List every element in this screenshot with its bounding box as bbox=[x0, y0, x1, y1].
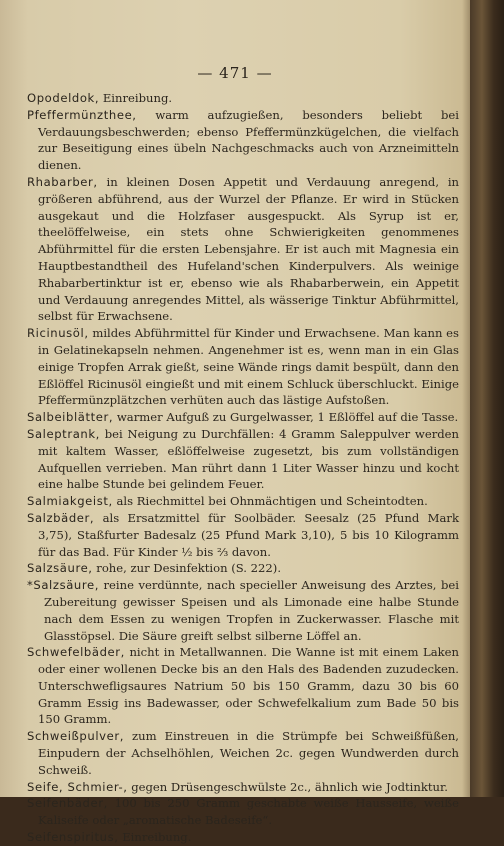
entry-text: 100 bis 250 Gramm geschabte weiße Hausseife, weiße Kaliseife oder „aromatische Badeseife“. bbox=[38, 796, 459, 828]
entry bbox=[27, 107, 459, 174]
entry-text: zum Einstreuen in die Strümpfe bei Schweißfüßen, Einpudern der Achselhöhlen, Weichen 2c. gegen Wundwerden durch Schweiß. bbox=[38, 729, 459, 777]
entry-headword: Schweißpulver, bbox=[27, 729, 124, 744]
entry bbox=[27, 493, 459, 510]
entry-headword: Seifenbäder, bbox=[27, 796, 108, 811]
entry-text: rohe, zur Desinfektion (S. 222). bbox=[92, 561, 282, 576]
entry bbox=[27, 644, 459, 728]
entry-headword: Salzsäure, bbox=[27, 561, 93, 576]
page-body bbox=[27, 90, 459, 846]
entry bbox=[27, 560, 459, 577]
entry bbox=[27, 510, 459, 560]
entry bbox=[27, 829, 459, 846]
entry bbox=[27, 409, 459, 426]
entry bbox=[27, 728, 459, 778]
entry-text: mildes Abführmittel für Kinder und Erwachsene. Man kann es in Gelatinekapseln nehmen. Angenehmer ist es, wenn man in ein Glas einige Tropfen Arrak gießt, seine Wände rings damit bespült, dann den Eßlöffel Ricinusöl eingießt und mit einem Schluck überschluckt. Einige Pfeffermünzplätzchen verhüten auch das lästige Aufstoßen. bbox=[38, 326, 459, 408]
entry-text: gegen Drüsengeschwülste 2c., ähnlich wie Jodtinktur. bbox=[127, 779, 448, 794]
entry-headword: Salmiakgeist, bbox=[27, 494, 113, 509]
entry bbox=[27, 779, 459, 796]
entry-headword: Seifenspiritus, bbox=[27, 830, 119, 845]
entry-headword: Rhabarber, bbox=[27, 174, 98, 189]
entry bbox=[27, 325, 459, 409]
entry bbox=[27, 577, 459, 644]
entry-text: reine verdünnte, nach specieller Anweisung des Arztes, bei Zubereitung gewisser Speisen und als Limonade eine halbe Stunde nach dem Essen zu wenigen Tropfen in Zuckerwasser. Flasche mit Glasstöpsel. Die Säure greift selbst silberne Löffel an. bbox=[44, 578, 459, 643]
entry-headword: *Salzsäure, bbox=[27, 578, 99, 593]
entry-text: bei Neigung zu Durchfällen: 4 Gramm Saleppulver werden mit kaltem Wasser, eßlöffelweise zugesetzt, bis zum vollständigen Aufquellen verrieben. Man rührt dann 1 Liter Wasser hinzu und kocht eine halbe Stunde bei gelindem Feuer. bbox=[38, 426, 459, 492]
entry-headword: Ricinusöl, bbox=[27, 326, 89, 341]
entry bbox=[27, 426, 459, 493]
entry-headword: Seife, Schmier-, bbox=[27, 779, 128, 794]
entry-headword: Opodeldok, bbox=[27, 91, 100, 105]
entry-text: warm aufzugießen, besonders beliebt bei Verdauungsbeschwerden; ebenso Pfeffermünzkügelchen, die vielfach zur Beseitigung eines übeln Nachgeschmacks auch von Arzneimitteln dienen. bbox=[38, 107, 459, 173]
entry-text: warmer Aufguß zu Gurgelwasser, 1 Eßlöffel auf die Tasse. bbox=[113, 410, 459, 425]
entry-text: in kleinen Dosen Appetit und Verdauung anregend, in größeren abführend, aus der Wurzel der Pflanze. Er wird in Stücken ausgekaut und die Holzfaser ausgespuckt. Als Syrup ist er, theelöffelweise, ein stets ohne Schwierigkeiten genommenes Abführmittel für die ersten Lebensjahre. Er ist auch mit Magnesia ein Hauptbestandtheil des Hufeland'schen Kinderpulvers. Als weinige Rhabarbertinktur ist er, ebenso wie als Rhabarberwein, ein Appetit und Verdauung anregendes Mittel, als wässerige Tinktur Abführmittel, selbst für Erwachsene. bbox=[38, 174, 459, 324]
entry-headword: Pfeffermünzthee, bbox=[27, 107, 137, 122]
entry-headword: Salzbäder, bbox=[27, 510, 95, 525]
book-spine bbox=[470, 0, 504, 797]
entry bbox=[27, 174, 459, 325]
page-number: — 471 — bbox=[197, 64, 273, 82]
entry-text: Einreibung. bbox=[99, 91, 173, 105]
entry-headword: Salbeiblätter, bbox=[27, 410, 114, 425]
entry-text: nicht in Metallwannen. Die Wanne ist mit einem Laken oder einer wollenen Decke bis an den Hals des Badenden zuzudecken. Unterschwefligsaures Natrium 50 bis 150 Gramm, dazu 30 bis 60 Gramm Essig ins Badewasser, oder Schwefelkalium zum Bade 50 bis 150 Gramm. bbox=[38, 645, 459, 727]
entry bbox=[27, 795, 459, 829]
entry-headword: Schwefelbäder, bbox=[27, 645, 125, 660]
entry-headword: Saleptrank, bbox=[27, 426, 100, 441]
entry-text: als Ersatzmittel für Soolbäder. Seesalz (25 Pfund Mark 3,75), Staßfurter Badesalz (25 Pfund Mark 3,10), 5 bis 10 Kilogramm für das Bad. Für Kinder ½ bis ⅔ davon. bbox=[38, 510, 459, 559]
entry-text: als Riechmittel bei Ohnmächtigen und Scheintodten. bbox=[112, 494, 428, 509]
entry bbox=[27, 90, 459, 107]
entry-text: Einreibung. bbox=[118, 830, 192, 845]
